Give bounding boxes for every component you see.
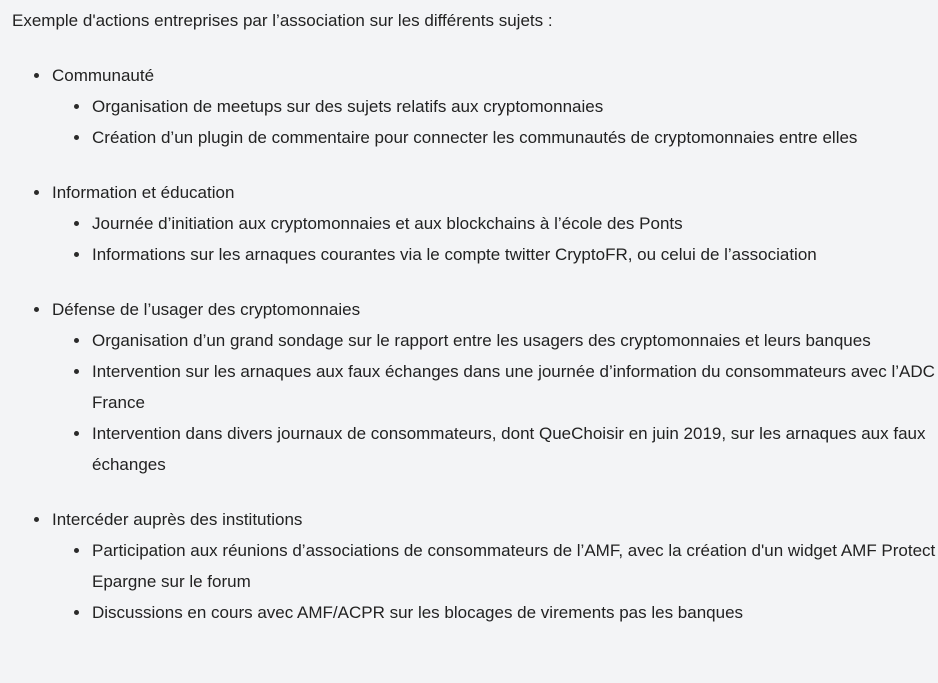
action-item	[74, 597, 938, 628]
bullet-icon	[34, 73, 39, 78]
action-item	[74, 356, 938, 418]
action-list	[52, 91, 938, 153]
bullet-icon	[74, 135, 79, 140]
topic-list	[12, 60, 938, 628]
action-text: Intervention dans divers journaux de consommateurs, dont QueChoisir en juin 2019, sur les arnaques aux faux échanges	[92, 424, 926, 474]
topic-item	[34, 60, 938, 153]
action-list	[52, 208, 938, 270]
bullet-icon	[74, 431, 79, 436]
action-item	[74, 535, 938, 597]
topic-title: Communauté	[52, 66, 155, 85]
topic-item	[34, 177, 938, 270]
bullet-icon	[74, 369, 79, 374]
bullet-icon	[74, 104, 79, 109]
action-item	[74, 208, 938, 239]
action-text: Organisation d’un grand sondage sur le rapport entre les usagers des cryptomonnaies et leurs banques	[92, 331, 871, 350]
action-item	[74, 91, 938, 122]
intro-text: Exemple d'actions entreprises par l’association sur les différents sujets :	[12, 11, 553, 30]
bullet-icon	[34, 190, 39, 195]
action-list	[52, 325, 938, 480]
topic-title: Défense de l’usager des cryptomonnaies	[52, 300, 361, 319]
action-list	[52, 535, 938, 628]
action-text: Intervention sur les arnaques aux faux échanges dans une journée d’information du consommateurs avec l’ADC France	[92, 362, 935, 412]
action-text: Organisation de meetups sur des sujets relatifs aux cryptomonnaies	[92, 97, 604, 116]
action-item	[74, 325, 938, 356]
action-item	[74, 122, 938, 153]
bullet-icon	[34, 307, 39, 312]
topic-item	[34, 294, 938, 480]
topic-title: Information et éducation	[52, 183, 235, 202]
bullet-icon	[74, 338, 79, 343]
bullet-icon	[74, 610, 79, 615]
action-text: Journée d’initiation aux cryptomonnaies et aux blockchains à l’école des Ponts	[92, 214, 683, 233]
bullet-icon	[34, 517, 39, 522]
action-item	[74, 239, 938, 270]
topic-title: Intercéder auprès des institutions	[52, 510, 303, 529]
action-item	[74, 418, 938, 480]
topic-item	[34, 504, 938, 628]
bullet-icon	[74, 548, 79, 553]
action-text: Discussions en cours avec AMF/ACPR sur les blocages de virements pas les banques	[92, 603, 744, 622]
action-text: Informations sur les arnaques courantes via le compte twitter CryptoFR, ou celui de l’association	[92, 245, 817, 264]
action-text: Participation aux réunions d’associations de consommateurs de l’AMF, avec la création d'un widget AMF Protect Epargne sur le forum	[92, 541, 936, 591]
action-text: Création d’un plugin de commentaire pour connecter les communautés de cryptomonnaies entre elles	[92, 128, 858, 147]
bullet-icon	[74, 252, 79, 257]
bullet-icon	[74, 221, 79, 226]
